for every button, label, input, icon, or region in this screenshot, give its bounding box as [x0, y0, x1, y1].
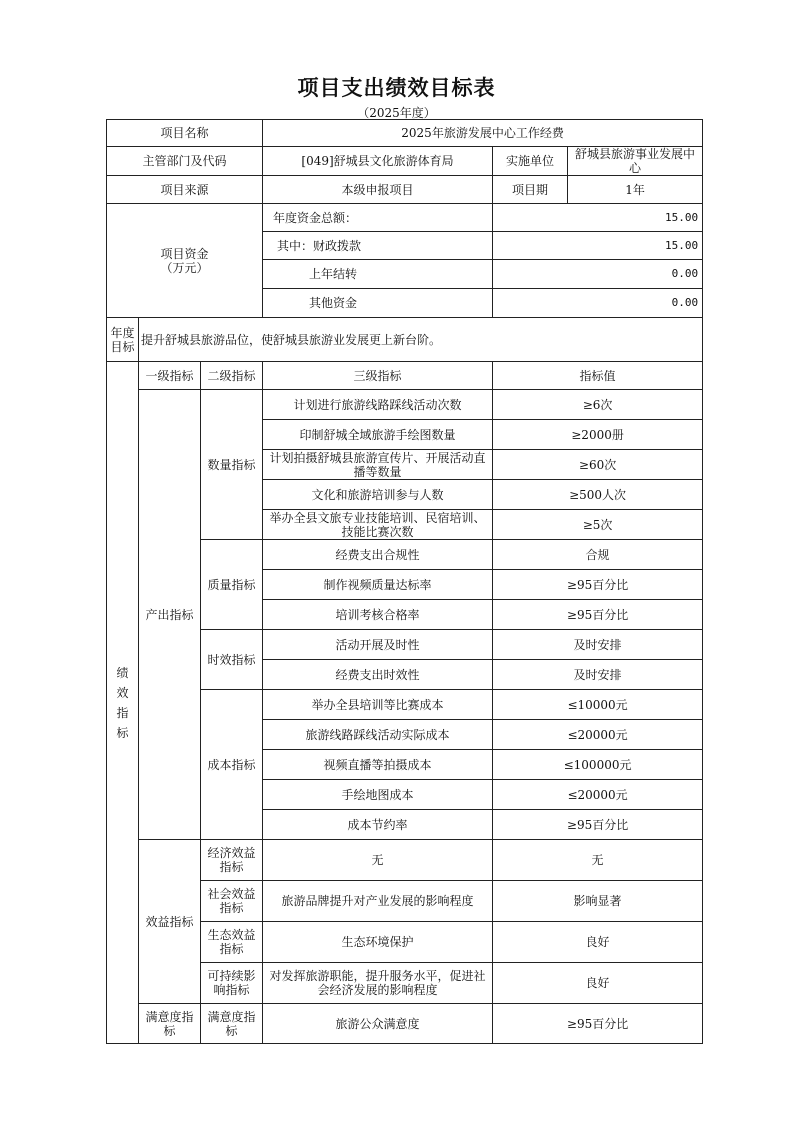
indicators-label-char: 绩 [116, 665, 129, 680]
header-value: 指标值 [493, 362, 703, 390]
goal-row [107, 318, 703, 362]
indicator-name: 旅游品牌提升对产业发展的影响程度 [263, 881, 493, 922]
funds-fiscal-value: 15.00 [493, 232, 703, 260]
indicator-name: 举办全县培训等比赛成本 [263, 690, 493, 720]
info-row-department [107, 147, 703, 176]
indicator-name: 文化和旅游培训参与人数 [263, 480, 493, 510]
indicator-value: 无 [493, 840, 703, 881]
goal-label-line2: 目标 [110, 339, 135, 354]
indicator-name: 视频直播等拍摄成本 [263, 750, 493, 780]
indicator-value: ≤20000元 [493, 720, 703, 750]
indicator-value: 及时安排 [493, 630, 703, 660]
period-label: 项目期 [493, 176, 568, 204]
benefit-label: 效益指标 [139, 840, 201, 1004]
project-name-value: 2025年旅游发展中心工作经费 [263, 120, 703, 147]
indicator-name: 经费支出合规性 [263, 540, 493, 570]
indicator-name: 制作视频质量达标率 [263, 570, 493, 600]
sub-indicator-label: 社会效益指标 [201, 881, 263, 922]
indicator-value: ≥2000册 [493, 420, 703, 450]
indicator-value: ≥95百分比 [493, 1004, 703, 1044]
quality-label: 质量指标 [201, 540, 263, 630]
period-value: 1年 [568, 176, 703, 204]
goal-text: 提升舒城县旅游品位，使舒城县旅游业发展更上新台阶。 [139, 318, 703, 362]
indicator-value: 及时安排 [493, 660, 703, 690]
indicator-name: 培训考核合格率 [263, 600, 493, 630]
sub-indicator-label: 经济效益指标 [201, 840, 263, 881]
indicator-value: ≤20000元 [493, 780, 703, 810]
sub-indicator-label: 生态效益指标 [201, 922, 263, 963]
indicator-value: 良好 [493, 922, 703, 963]
indicator-name: 计划进行旅游线路踩线活动次数 [263, 390, 493, 420]
indicator-value: 良好 [493, 963, 703, 1004]
performance-table [106, 119, 703, 1044]
funds-total-value: 15.00 [493, 204, 703, 232]
source-label: 项目来源 [107, 176, 263, 204]
funds-total-label: 年度资金总额： [263, 204, 493, 232]
indicators-label-char: 指 [116, 705, 129, 720]
funds-unit: （万元） [160, 260, 209, 275]
indicator-name: 活动开展及时性 [263, 630, 493, 660]
indicator-name: 旅游公众满意度 [263, 1004, 493, 1044]
indicator-row [107, 840, 703, 881]
indicator-name: 举办全县文旅专业技能培训、民宿培训、技能比赛次数 [263, 510, 493, 540]
indicator-value: ≤10000元 [493, 690, 703, 720]
indicator-value: ≥500人次 [493, 480, 703, 510]
indicator-name: 经费支出时效性 [263, 660, 493, 690]
indicator-value: ≥95百分比 [493, 810, 703, 840]
satisfaction-label: 满意度指标 [139, 1004, 201, 1044]
indicator-row [107, 390, 703, 420]
funds-carryover-value: 0.00 [493, 260, 703, 289]
indicator-value: ≤100000元 [493, 750, 703, 780]
info-row-project-name [107, 120, 703, 147]
header-level2: 二级指标 [201, 362, 263, 390]
indicator-name: 生态环境保护 [263, 922, 493, 963]
impl-value: 舒城县旅游事业发展中心 [568, 147, 703, 176]
impl-label: 实施单位 [493, 147, 568, 176]
goal-label-cell [107, 318, 139, 362]
goal-label-line1: 年度 [110, 325, 135, 340]
indicator-name: 手绘地图成本 [263, 780, 493, 810]
funds-other-value: 0.00 [493, 289, 703, 318]
indicator-name: 对发挥旅游职能，提升服务水平，促进社会经济发展的影响程度 [263, 963, 493, 1004]
quantity-label: 数量指标 [201, 390, 263, 540]
indicator-value: ≥60次 [493, 450, 703, 480]
funds-label: 项目资金 [160, 246, 209, 261]
cost-label: 成本指标 [201, 690, 263, 840]
indicator-header-row [107, 362, 703, 390]
timeliness-label: 时效指标 [201, 630, 263, 690]
indicator-name: 印制舒城全域旅游手绘图数量 [263, 420, 493, 450]
funds-fiscal-label: 其中：财政拨款 [263, 232, 493, 260]
indicator-value: 影响显著 [493, 881, 703, 922]
header-level3: 三级指标 [263, 362, 493, 390]
info-row-source [107, 176, 703, 204]
indicator-value: 合规 [493, 540, 703, 570]
funds-carryover-label: 上年结转 [263, 260, 493, 289]
page-title: 项目支出绩效目标表 [297, 76, 496, 100]
indicator-value: ≥6次 [493, 390, 703, 420]
project-name-label: 项目名称 [107, 120, 263, 147]
indicator-value: ≥5次 [493, 510, 703, 540]
year-label: （2025年度） [357, 106, 436, 120]
indicators-label-cell [107, 362, 139, 1044]
indicator-value: ≥95百分比 [493, 600, 703, 630]
funds-row [107, 204, 703, 232]
indicator-row [107, 1004, 703, 1044]
sub-indicator-label: 满意度指标 [201, 1004, 263, 1044]
output-label: 产出指标 [139, 390, 201, 840]
indicator-name: 成本节约率 [263, 810, 493, 840]
indicator-name: 旅游线路踩线活动实际成本 [263, 720, 493, 750]
dept-value: [049]舒城县文化旅游体育局 [263, 147, 493, 176]
sub-indicator-label: 可持续影响指标 [201, 963, 263, 1004]
dept-label: 主管部门及代码 [107, 147, 263, 176]
indicator-name: 无 [263, 840, 493, 881]
funds-label-cell [107, 204, 263, 318]
indicators-label-char: 效 [116, 685, 129, 700]
source-value: 本级申报项目 [263, 176, 493, 204]
funds-other-label: 其他资金 [263, 289, 493, 318]
header-level1: 一级指标 [139, 362, 201, 390]
indicator-name: 计划拍摄舒城县旅游宣传片、开展活动直播等数量 [263, 450, 493, 480]
indicator-value: ≥95百分比 [493, 570, 703, 600]
indicators-label-char: 标 [116, 725, 129, 740]
